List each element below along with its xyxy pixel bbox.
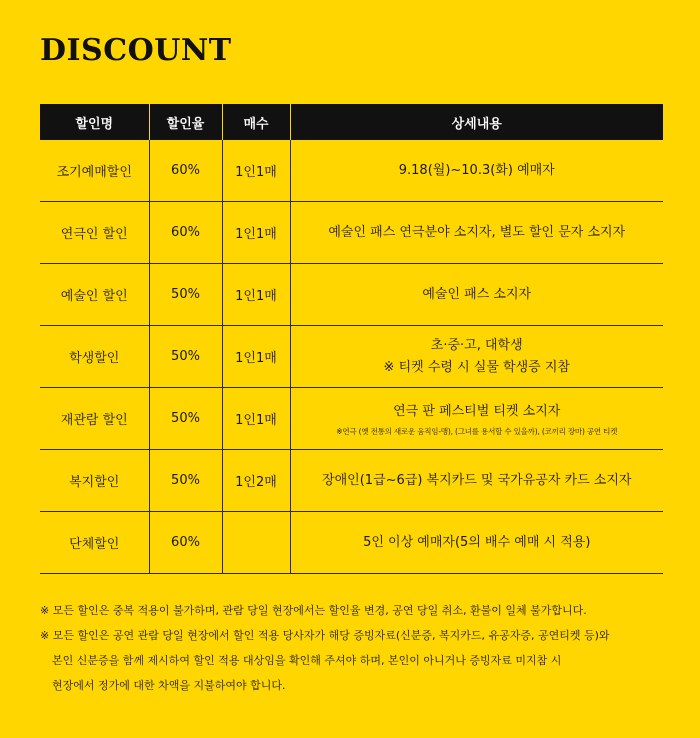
discount-rate: 50%	[149, 388, 222, 450]
discount-name: 복지할인	[40, 450, 149, 512]
detail-text: 초·중·고, 대학생	[430, 337, 523, 353]
page-title: DISCOUNT	[40, 33, 232, 68]
discount-qty: 1인1매	[222, 326, 290, 388]
detail-text: 연극 판 페스티벌 티켓 소지자	[393, 403, 561, 419]
discount-name: 조기예매할인	[40, 140, 149, 202]
detail-text: 예술인 패스 소지자	[422, 286, 532, 302]
table-header-row	[40, 104, 663, 140]
discount-detail	[290, 264, 663, 326]
discount-rate: 60%	[149, 202, 222, 264]
discount-name: 학생할인	[40, 326, 149, 388]
discount-qty: 1인1매	[222, 140, 290, 202]
discount-name: 예술인 할인	[40, 264, 149, 326]
discount-rate: 60%	[149, 140, 222, 202]
table-row	[40, 264, 663, 326]
discount-rate: 60%	[149, 512, 222, 574]
note-line: 본인 신분증을 함께 제시하여 할인 적용 대상임을 확인해 주셔야 하며, 본인이 아니거나 증빙자료 미지참 시	[52, 654, 562, 667]
discount-qty: 1인1매	[222, 388, 290, 450]
discount-qty: 1인1매	[222, 264, 290, 326]
header-rate: 할인율	[149, 104, 222, 140]
notes-section	[40, 598, 670, 698]
discount-detail	[290, 326, 663, 388]
discount-detail	[290, 450, 663, 512]
header-name: 할인명	[40, 104, 149, 140]
detail-note: ※연극 (옛 전통의 새로운 움직임-맹), (그녀를 용서할 수 있을까), (코끼리 장마) 공연 티켓	[336, 426, 618, 436]
header-detail: 상세내용	[290, 104, 663, 140]
discount-qty	[222, 512, 290, 574]
note-line: ※ 모든 할인은 공연 관람 당일 현장에서 할인 적용 당사자가 해당 증빙자료(신분증, 복지카드, 유공자증, 공연티켓 등)와	[40, 629, 610, 642]
table-row	[40, 202, 663, 264]
discount-name: 재관람 할인	[40, 388, 149, 450]
table-row	[40, 326, 663, 388]
detail-text: 장애인(1급~6급) 복지카드 및 국가유공자 카드 소지자	[322, 472, 632, 488]
table-row	[40, 450, 663, 512]
discount-qty: 1인2매	[222, 450, 290, 512]
discount-name: 단체할인	[40, 512, 149, 574]
note-line: 현장에서 정가에 대한 차액을 지불하여야 합니다.	[52, 679, 286, 692]
table-row	[40, 388, 663, 450]
discount-detail	[290, 388, 663, 450]
discount-name: 연극인 할인	[40, 202, 149, 264]
discount-detail	[290, 140, 663, 202]
discount-rate: 50%	[149, 450, 222, 512]
discount-detail	[290, 512, 663, 574]
note-line: ※ 모든 할인은 중복 적용이 불가하며, 관람 당일 현장에서는 할인율 변경, 공연 당일 취소, 환불이 일체 불가합니다.	[40, 604, 587, 617]
detail-subtext: ※ 티켓 수령 시 실물 학생증 지참	[383, 359, 570, 375]
detail-text: 예술인 패스 연극분야 소지자, 별도 할인 문자 소지자	[328, 224, 626, 240]
discount-rate: 50%	[149, 326, 222, 388]
detail-text: 9.18(월)~10.3(화) 예매자	[398, 162, 555, 178]
discount-table	[40, 104, 663, 574]
header-qty: 매수	[222, 104, 290, 140]
discount-qty: 1인1매	[222, 202, 290, 264]
discount-rate: 50%	[149, 264, 222, 326]
table-row	[40, 140, 663, 202]
table-row	[40, 512, 663, 574]
discount-detail	[290, 202, 663, 264]
detail-text: 5인 이상 예매자(5의 배수 예매 시 적용)	[363, 534, 591, 550]
